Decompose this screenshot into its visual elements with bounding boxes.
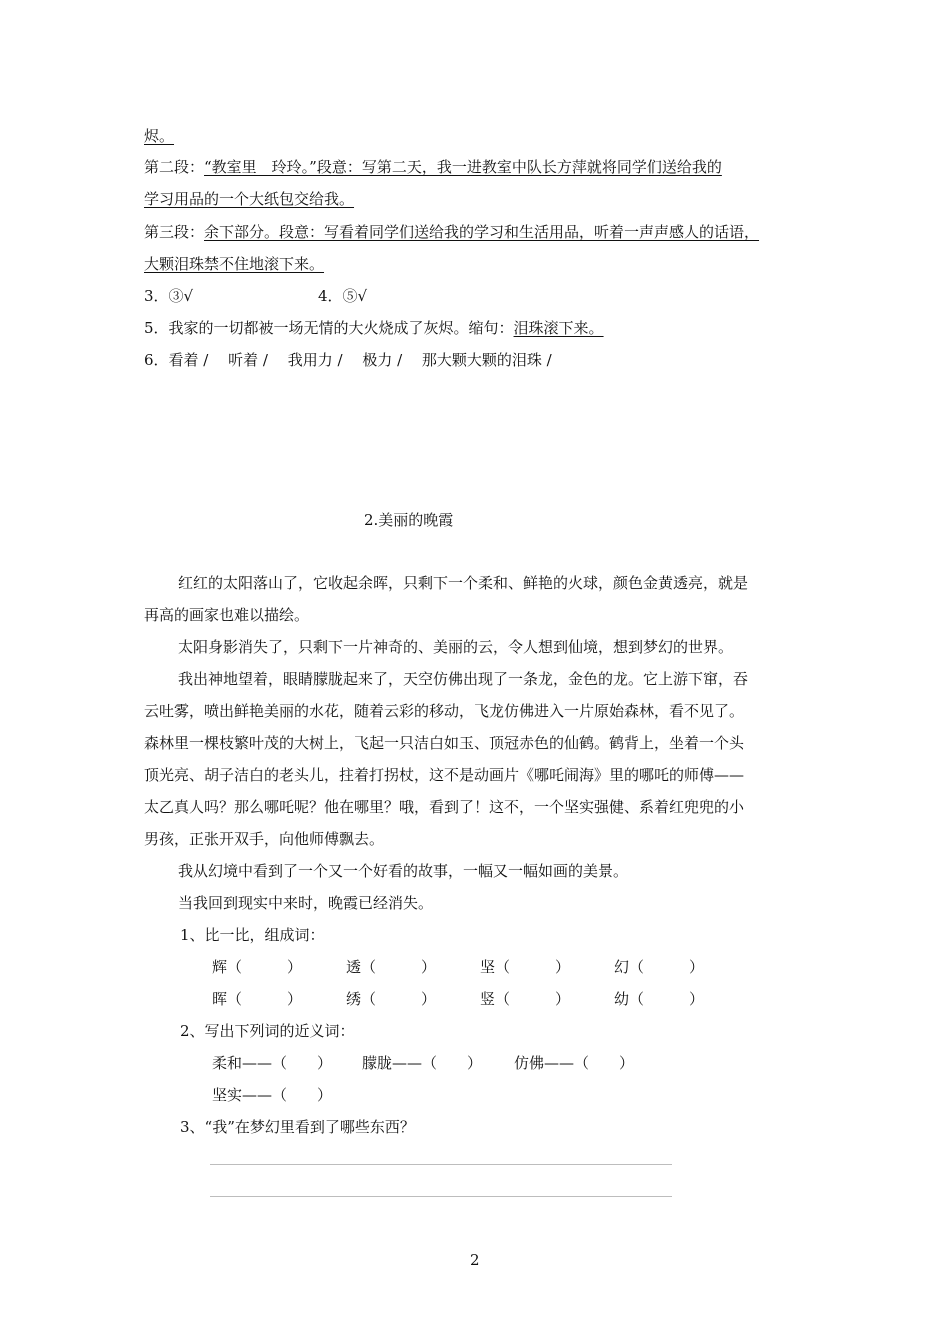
exercise-1-item: 幻（ ） xyxy=(614,958,705,976)
exercise-1-item: 竖（ ） xyxy=(480,990,571,1008)
answer-paragraph-2-label: 第二段： xyxy=(144,158,205,176)
answer-line xyxy=(210,1196,672,1197)
exercise-1-item: 绣（ ） xyxy=(346,990,437,1008)
answer-q4: 4．⑤√ xyxy=(318,287,368,305)
exercise-1-item: 透（ ） xyxy=(346,958,437,976)
exercise-2-title: 2、写出下列词的近义词： xyxy=(180,1022,355,1040)
passage-paragraph-5: 当我回到现实中来时，晚霞已经消失。 xyxy=(178,894,434,912)
exercise-1-item: 坚（ ） xyxy=(480,958,571,976)
exercise-1-item: 幼（ ） xyxy=(614,990,705,1008)
answer-paragraph-3-text: 余下部分。段意：写看着同学们送给我的学习和生活用品，听着一声声感人的话语， xyxy=(204,223,760,241)
exercise-2-item: 朦胧——（ ） xyxy=(362,1054,483,1072)
passage-paragraph-3-line-2: 云吐雾，喷出鲜艳美丽的水花，随着云彩的移动，飞龙仿佛进入一片原始森林，看不见了。 xyxy=(144,702,745,720)
passage-paragraph-3-line-6: 男孩，正张开双手，向他师傅飘去。 xyxy=(144,830,385,848)
answer-q3: 3．③√ xyxy=(144,287,194,305)
passage-title: 2.美丽的晚霞 xyxy=(364,511,454,529)
passage-paragraph-3-line-5: 太乙真人吗？那么哪吒呢？他在哪里？哦，看到了！这不，一个坚实强健、系着红兜兜的小 xyxy=(144,798,745,816)
passage-paragraph-3-line-4: 顶光亮、胡子洁白的老头儿，拄着打拐杖，这不是动画片《哪吒闹海》里的哪吒的师傅—— xyxy=(144,766,745,784)
exercise-1-item: 辉（ ） xyxy=(212,958,303,976)
answer-paragraph-2 xyxy=(144,157,722,177)
passage-paragraph-1: 红红的太阳落山了，它收起余晖，只剩下一个柔和、鲜艳的火球，颜色金黄透亮，就是 xyxy=(178,574,749,592)
exercise-2-item: 仿佛——（ ） xyxy=(514,1054,635,1072)
passage-paragraph-1-cont: 再高的画家也难以描绘。 xyxy=(144,606,310,624)
answer-paragraph-3-cont: 大颗泪珠禁不住地滚下来。 xyxy=(144,255,325,273)
answer-q5-text: 5．我家的一切都被一场无情的大火烧成了灰烬。缩句： xyxy=(144,319,514,337)
exercise-2-item: 坚实——（ ） xyxy=(212,1086,333,1104)
answer-paragraph-3-label: 第三段： xyxy=(144,223,205,241)
exercise-3-title: 3、“我”在梦幻里看到了哪些东西？ xyxy=(180,1118,415,1136)
answer-paragraph-3 xyxy=(144,222,759,242)
answer-q6: 6．看着 / 听着 / 我用力 / 极力 / 那大颗大颗的泪珠 / xyxy=(144,351,552,369)
passage-paragraph-2: 太阳身影消失了，只剩下一片神奇的、美丽的云，令人想到仙境，想到梦幻的世界。 xyxy=(178,638,734,656)
answer-q5-answer: 泪珠滚下来。 xyxy=(513,319,604,337)
passage-paragraph-4: 我从幻境中看到了一个又一个好看的故事，一幅又一幅如画的美景。 xyxy=(178,862,629,880)
page-number: 2 xyxy=(470,1251,480,1269)
exercise-2-item: 柔和——（ ） xyxy=(212,1054,333,1072)
passage-paragraph-3: 我出神地望着，眼睛朦胧起来了，天空仿佛出现了一条龙，金色的龙。它上游下窜，吞 xyxy=(178,670,749,688)
exercise-1-title: 1、比一比，组成词： xyxy=(180,926,325,944)
answer-paragraph-2-text: “教室里 玲玲。”段意：写第二天，我一进教室中队长方萍就将同学们送给我的 xyxy=(204,158,722,176)
answer-line xyxy=(210,1164,672,1165)
answer-carryover: 烬。 xyxy=(144,127,175,145)
answer-q5 xyxy=(144,318,604,338)
exercise-1-item: 晖（ ） xyxy=(212,990,303,1008)
passage-paragraph-3-line-3: 森林里一棵枝繁叶茂的大树上，飞起一只洁白如玉、顶冠赤色的仙鹤。鹤背上，坐着一个头 xyxy=(144,734,745,752)
answer-paragraph-2-cont: 学习用品的一个大纸包交给我。 xyxy=(144,190,355,208)
